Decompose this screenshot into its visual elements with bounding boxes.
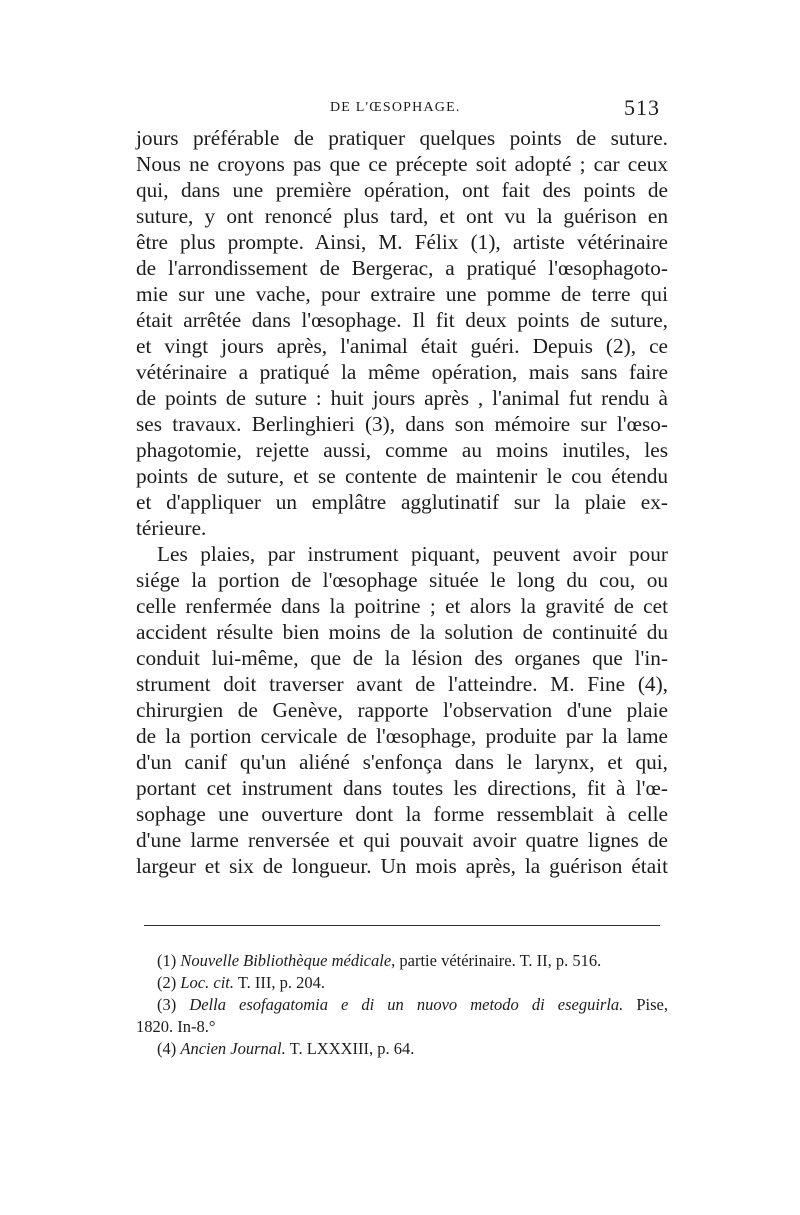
text-line: siége la portion de l'œsophage située le long du cou, ou: [136, 568, 668, 592]
text-line: vétérinaire a pratiqué la même opération, mais sans faire: [136, 360, 668, 384]
text-line: Nous ne croyons pas que ce précepte soit adopté ; car ceux: [136, 152, 668, 176]
text-line: sophage une ouverture dont la forme ressemblait à celle: [136, 802, 668, 826]
footnote-number: (2): [157, 973, 177, 992]
footnote-number: (1): [157, 951, 177, 970]
footnote-3: [157, 994, 668, 1016]
text-line: chirurgien de Genève, rapporte l'observation d'une plaie: [136, 698, 668, 722]
footnote-3-continued: [136, 1016, 668, 1038]
text-line: térieure.: [136, 516, 207, 540]
footnote-number: (4): [157, 1039, 177, 1058]
footnote-number: (3): [157, 995, 177, 1014]
footnote-title: Loc. cit.: [180, 973, 234, 992]
footnote-title: Della esofagatomia e di un nuovo metodo di eseguirla.: [189, 995, 624, 1014]
footnote-text: 1820. In-8.°: [136, 1017, 216, 1036]
text-line: ses travaux. Berlinghieri (3), dans son mémoire sur l'œso-: [136, 412, 668, 436]
text-line: mie sur une vache, pour extraire une pomme de terre qui: [136, 282, 668, 306]
running-head: DE L'ŒSOPHAGE.: [330, 100, 461, 115]
footnote-4: [157, 1038, 668, 1060]
text-line: phagotomie, rejette aussi, comme au moins inutiles, les: [136, 438, 668, 462]
text-line: et d'appliquer un emplâtre agglutinatif sur la plaie ex-: [136, 490, 668, 514]
text-line: jours préférable de pratiquer quelques points de suture.: [136, 126, 668, 150]
footnote-title: Nouvelle Bibliothèque médicale: [180, 951, 392, 970]
text-line: suture, y ont renoncé plus tard, et ont vu la guérison en: [136, 204, 668, 228]
text-line: d'une larme renversée et qui pouvait avoir quatre lignes de: [136, 828, 668, 852]
text-line: et vingt jours après, l'animal était guéri. Depuis (2), ce: [136, 334, 668, 358]
text-line: de points de suture : huit jours après , l'animal fut rendu à: [136, 386, 668, 410]
text-line: accident résulte bien moins de la solution de continuité du: [136, 620, 668, 644]
footnote-2: [157, 972, 668, 994]
text-line: de la portion cervicale de l'œsophage, produite par la lame: [136, 724, 668, 748]
text-line: Les plaies, par instrument piquant, peuvent avoir pour: [157, 542, 668, 566]
footnote-text: Pise,: [623, 995, 668, 1014]
text-line: qui, dans une première opération, ont fait des points de: [136, 178, 668, 202]
text-line: conduit lui-même, que de la lésion des organes que l'in-: [136, 646, 668, 670]
footnote-text: T. III, p. 204.: [234, 973, 326, 992]
text-line: de l'arrondissement de Bergerac, a pratiqué l'œsophagoto-: [136, 256, 668, 280]
footnote-text: T. LXXXIII, p. 64.: [285, 1039, 415, 1058]
footnote-title: Ancien Journal.: [180, 1039, 286, 1058]
text-line: était arrêtée dans l'œsophage. Il fit deux points de suture,: [136, 308, 668, 332]
page-number: 513: [624, 95, 660, 120]
text-line: points de suture, et se contente de maintenir le cou étendu: [136, 464, 668, 488]
text-line: d'un canif qu'un aliéné s'enfonça dans le larynx, et qui,: [136, 750, 668, 774]
text-line: celle renfermée dans la poitrine ; et alors la gravité de cet: [136, 594, 668, 618]
text-line: strument doit traverser avant de l'atteindre. M. Fine (4),: [136, 672, 668, 696]
text-line: être plus prompte. Ainsi, M. Félix (1), artiste vétérinaire: [136, 230, 668, 254]
text-line: portant cet instrument dans toutes les directions, fit à l'œ-: [136, 776, 668, 800]
footnote-rule: [144, 925, 660, 926]
footnote-text: , partie vétérinaire. T. II, p. 516.: [391, 951, 602, 970]
footnote-1: [157, 950, 668, 972]
text-line: largeur et six de longueur. Un mois après, la guérison était: [136, 854, 668, 878]
